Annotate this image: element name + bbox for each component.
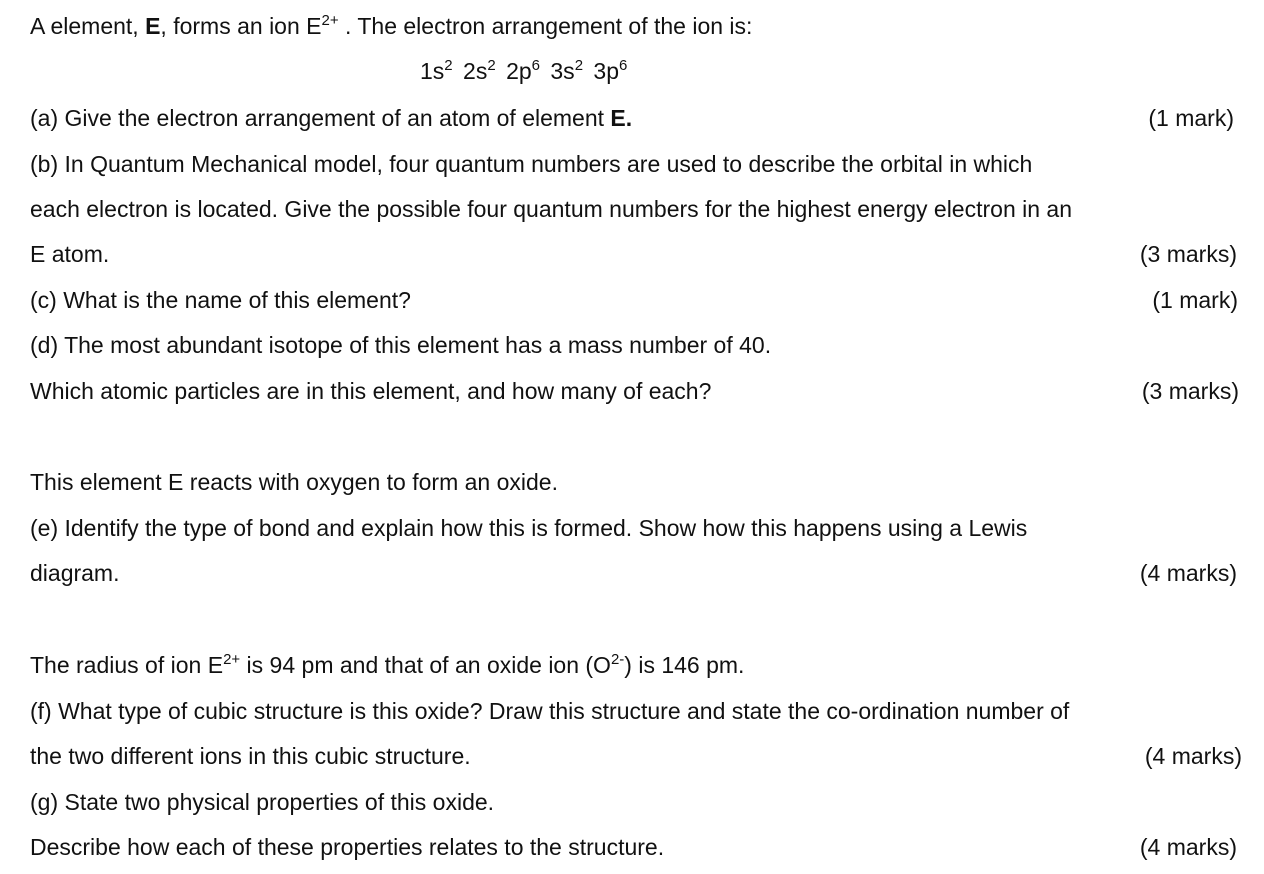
question-g-line-1: (g) State two physical properties of this oxide.: [30, 789, 495, 815]
intro-text-3: . The electron arrangement of the ion is:: [338, 13, 753, 39]
intro-line: [30, 12, 752, 40]
radius-charge-o: 2-: [610, 651, 625, 668]
intro-text-1: A element,: [30, 13, 146, 39]
ion-charge: 2+: [321, 12, 339, 29]
orbital-3p: $3p^6$: [593, 57, 628, 84]
question-b-line-2: each electron is located. Give the possible four quantum numbers for the highest energy electron in an: [30, 196, 1072, 222]
question-c: (c) What is the name of this element?: [30, 287, 411, 313]
radius-charge-e: 2+: [223, 651, 241, 668]
question-a-marks: (1 mark): [1148, 105, 1234, 131]
question-d-line-1: (d) The most abundant isotope of this element has a mass number of 40.: [30, 332, 772, 358]
question-f-marks: (4 marks): [1144, 743, 1242, 769]
question-c-marks: (1 mark): [1152, 287, 1238, 313]
question-b-marks: (3 marks): [1139, 241, 1237, 267]
intro-text-2: , forms an ion E: [160, 13, 322, 39]
question-f-line-2: the two different ions in this cubic structure.: [30, 743, 471, 769]
question-e-line-1: (e) Identify the type of bond and explain how this is formed. Show how this happens using a Lewis: [30, 515, 1028, 541]
orbital-1s: $1s^2$: [420, 57, 453, 84]
orbital-2p: $2p^6$: [506, 57, 540, 84]
orbital-2s: $2s^2$: [463, 57, 496, 84]
question-e-marks: (4 marks): [1139, 560, 1237, 586]
radius-line: [30, 651, 744, 679]
orbital-3s: $3s^2$: [550, 57, 584, 84]
question-b-line-3: E atom.: [30, 241, 110, 267]
question-e-line-2: diagram.: [30, 560, 120, 586]
radius-text-3: ) is 146 pm.: [624, 652, 745, 678]
question-a: [30, 104, 632, 132]
radius-text-1: The radius of ion E: [30, 652, 224, 678]
question-b-line-1: (b) In Quantum Mechanical model, four quantum numbers are used to describe the orbital in which: [30, 151, 1033, 177]
question-f-line-1: (f) What type of cubic structure is this oxide? Draw this structure and state the co-ordination number of: [30, 698, 1070, 724]
oxide-intro: This element E reacts with oxygen to form an oxide.: [30, 469, 558, 495]
question-a-text: (a) Give the electron arrangement of an atom of element: [30, 105, 611, 131]
electron-configuration: [420, 57, 631, 85]
question-d-line-2: Which atomic particles are in this element, and how many of each?: [30, 378, 712, 404]
element-symbol: E: [145, 13, 161, 39]
question-g-line-2: Describe how each of these properties relates to the structure.: [30, 834, 665, 860]
radius-text-2: is 94 pm and that of an oxide ion (O: [240, 652, 611, 678]
question-a-bold: E.: [610, 105, 633, 131]
question-g-marks: (4 marks): [1139, 834, 1237, 860]
question-d-marks: (3 marks): [1141, 378, 1239, 404]
